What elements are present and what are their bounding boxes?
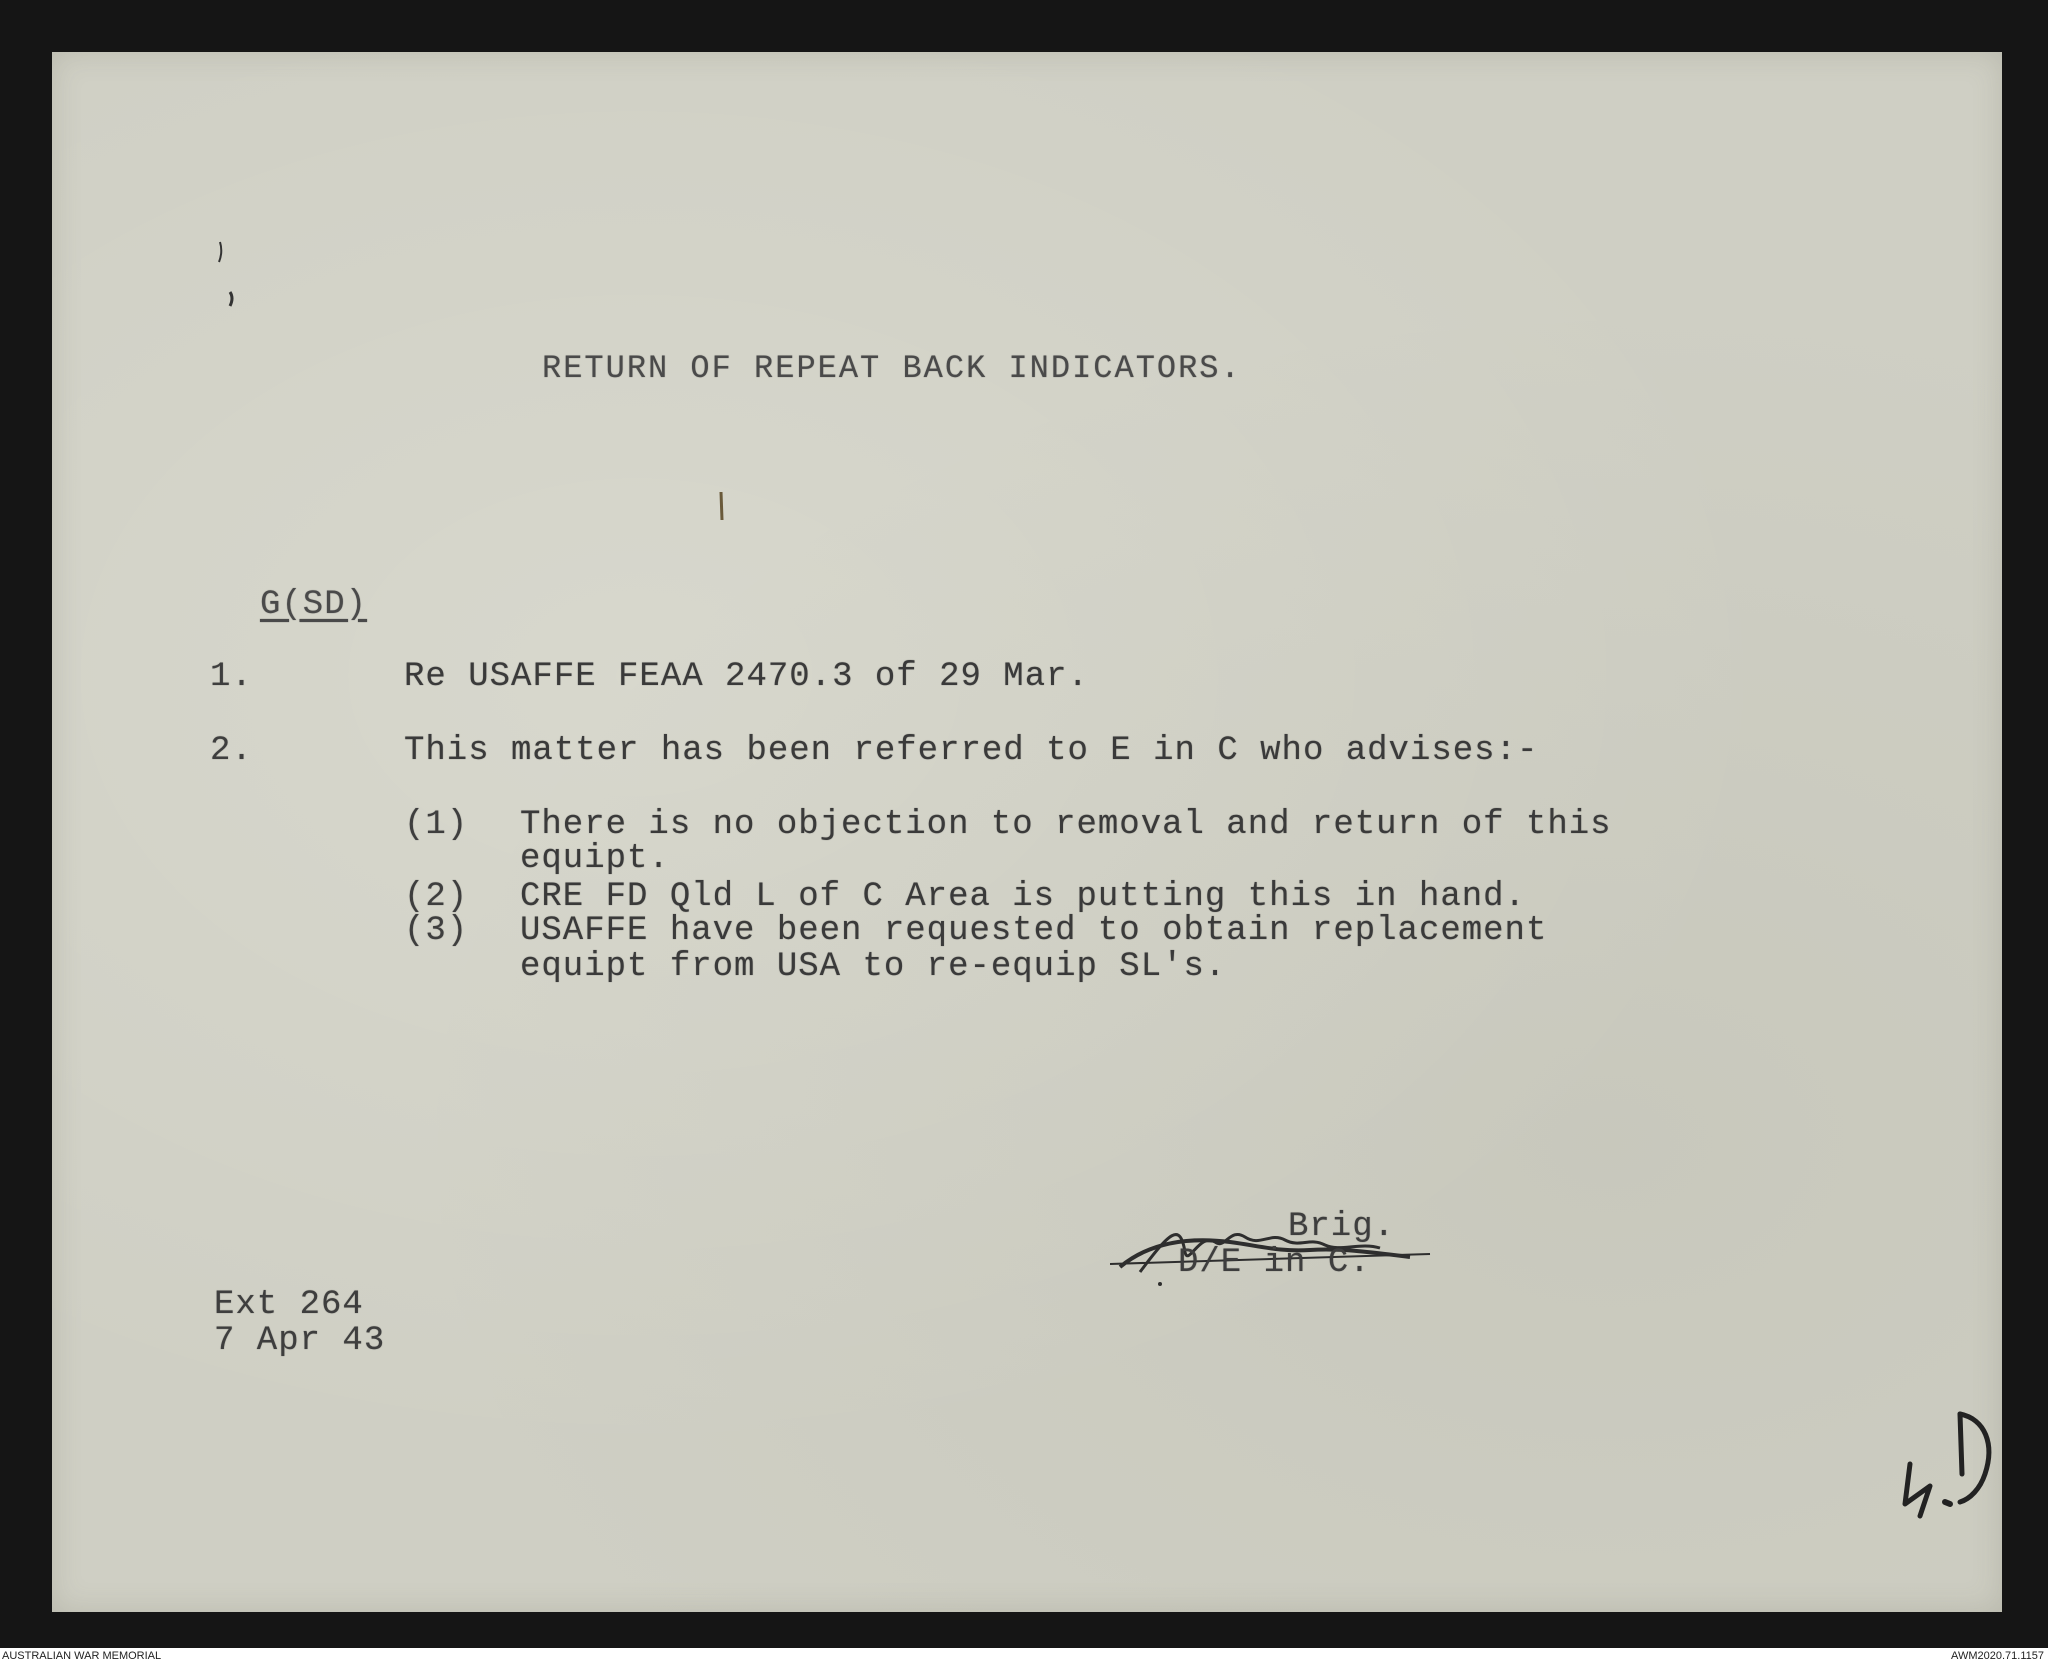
paragraph-2-text: This matter has been referred to E in C who advises:- — [404, 732, 1539, 770]
signature-appointment: D/E in C. — [1178, 1244, 1371, 1282]
document-title: RETURN OF REPEAT BACK INDICATORS. — [542, 350, 1242, 387]
sub-item-3-line-1: USAFFE have been requested to obtain replacement — [520, 912, 1548, 950]
addressee: G(SD) — [260, 586, 368, 624]
paragraph-1-text: Re USAFFE FEAA 2470.3 of 29 Mar. — [404, 658, 1089, 696]
sub-item-2-line-1: CRE FD Qld L of C Area is putting this in hand. — [520, 878, 1526, 916]
sub-item-3-number: (3) — [404, 912, 469, 950]
footer-institution: AUSTRALIAN WAR MEMORIAL — [2, 1650, 162, 1662]
document-page — [52, 52, 2002, 1612]
paragraph-1-number: 1. — [210, 658, 253, 696]
footer-accession-number: AWM2020.71.1157 — [1951, 1650, 2044, 1662]
sub-item-2-number: (2) — [404, 878, 469, 916]
sub-item-1-line-1: There is no objection to removal and return of this — [520, 806, 1612, 844]
footer-bar — [0, 1648, 2048, 1664]
handwritten-note-wd — [1890, 1404, 2010, 1554]
sub-item-1-line-2: equipt. — [520, 840, 670, 878]
sub-item-3-line-2: equipt from USA to re-equip SL's. — [520, 948, 1227, 986]
signature-rank: Brig. — [1288, 1208, 1396, 1246]
extension-number: Ext 264 — [214, 1286, 364, 1324]
sub-item-1-number: (1) — [404, 806, 469, 844]
document-date: 7 Apr 43 — [214, 1322, 386, 1360]
paragraph-2-number: 2. — [210, 732, 253, 770]
